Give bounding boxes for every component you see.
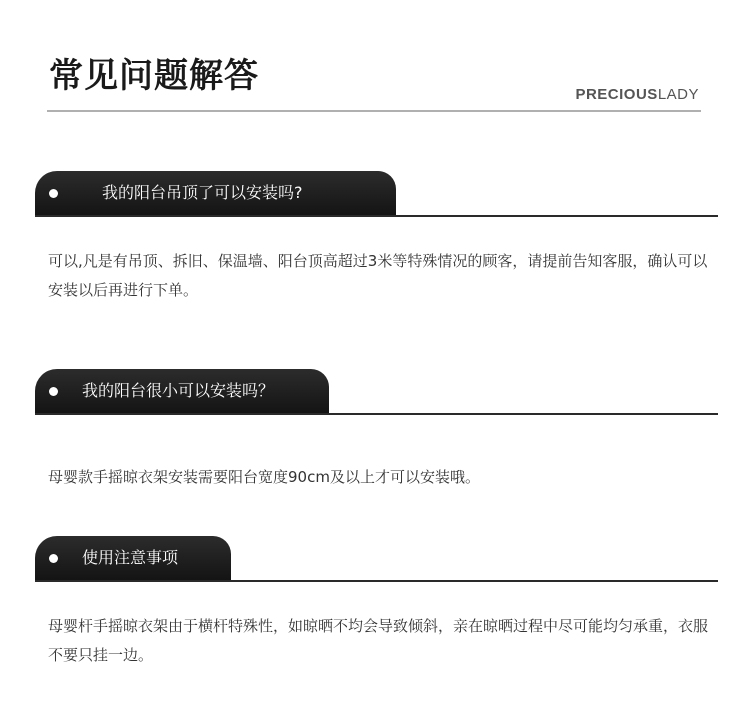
brand-name-strong: PRECIOUS — [575, 86, 658, 103]
section-body-text: 母婴款手摇晾衣架安装需要阳台宽度90cm及以上才可以安装哦。 — [48, 468, 480, 486]
section-title: 使用注意事项 — [82, 548, 179, 567]
section-body-text: 母婴杆手摇晾衣架由于横杆特殊性，如晾晒不均会导致倾斜，亲在晾晒过程中尽可能均匀承重，衣服不要只挂一边。 — [48, 617, 709, 664]
bullet-icon — [49, 189, 58, 198]
brand-name-light: LADY — [657, 86, 699, 103]
bullet-icon — [49, 554, 58, 563]
section-tab — [35, 369, 329, 413]
section-header-bar — [35, 171, 718, 217]
faq-section-balcony-ceiling — [35, 171, 718, 305]
bullet-icon — [49, 387, 58, 396]
section-body-text: 可以,凡是有吊顶、拆旧、保温墙、阳台顶高超过3米等特殊情况的顾客，请提前告知客服，确认可以安装以后再进行下单。 — [48, 252, 708, 299]
section-title: 我的阳台吊顶了可以安装吗? — [102, 183, 303, 202]
section-title: 我的阳台很小可以安装吗？ — [82, 381, 275, 400]
section-header-bar — [35, 369, 718, 415]
page-title: 常见问题解答 — [49, 56, 259, 96]
section-tab — [35, 536, 231, 580]
page-header — [47, 56, 701, 112]
section-header-bar — [35, 536, 718, 582]
faq-section-usage-notes — [35, 536, 718, 670]
faq-section-small-balcony — [35, 369, 718, 492]
section-tab — [35, 171, 396, 215]
brand-logo-text — [575, 86, 699, 104]
